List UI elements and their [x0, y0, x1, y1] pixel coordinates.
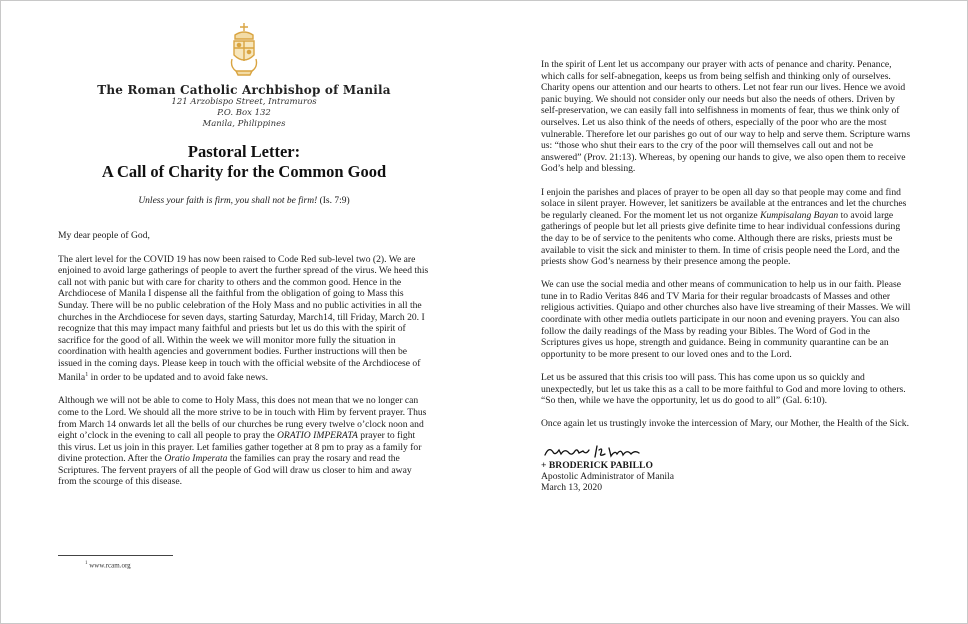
epigraph-quote: Unless your faith is firm, you shall not be firm!: [138, 196, 318, 206]
oratio-imperata-italic: Oratio Imperata: [164, 453, 228, 465]
paragraph-6: Let us be assured that this crisis too will pass. This has come upon us so quickly and unexpectedly, but let us take this as a call to be more faithful to God and more loving to others. “So then, while we have the opportunity, let us do good to all” (Gal. 6:10).: [541, 372, 906, 407]
paragraph-2-part-a: Although we will not be able to come to Holy Mass, this does not mean that we no longer can come to the Lord. We should all the more strive to be in touch with Him by fervent prayer. Thus from March 14 onwards let all the bells of our churches be rung every twelve o’clock noon and eight o’clock in the evening to call all people to pray the: [58, 395, 427, 442]
paragraph-1: [58, 254, 430, 384]
greeting: My dear people of God,: [58, 230, 150, 241]
letter-date: March 13, 2020: [541, 482, 603, 493]
address-line-2: P.O. Box 132: [217, 108, 271, 118]
handwritten-signature-icon: [541, 442, 651, 460]
paragraph-2-part-b: prayer to fight this virus. Let us join in this prayer. Let families gather together at 8 pm to pray as a family for divine protection. After the: [58, 430, 422, 465]
title-line-1: Pastoral Letter:: [187, 142, 301, 161]
letterhead: [58, 21, 430, 182]
signatory-name: + BRODERICK PABILLO: [541, 459, 653, 471]
footnote-link: www.rcam.org: [87, 561, 131, 570]
paragraph-2: [58, 395, 430, 488]
title-line-2: A Call of Charity for the Common Good: [101, 162, 387, 181]
paragraph-5: We can use the social media and other means of communication to help us in our faith. Please tune in to Radio Veritas 846 and TV Maria for their regular broadcasts of Masses and other religious activities. Quiapo and other churches also have live streaming of their Masses. We will coordinate with other media outlets participate in our noon and evening prayers. You can also follow the daily readings of the Mass by reading your Bibles. The Word of God in the Scriptures gives us hope, strength and guidance. Being in community quarantine can be an opportunity to be more present to our loved ones and to the Lord.: [541, 279, 911, 360]
letter-title: [58, 142, 430, 182]
paragraph-4-part-a: I enjoin the parishes and places of prayer to be open all day so that people may come and find solace in silent prayer. However, let sanitizers be available at the entrances and let the churches be regularly cleaned. For the moment let us not organize: [541, 186, 907, 221]
left-column: [58, 21, 430, 488]
signatory-role: Apostolic Administrator of Manila: [541, 470, 674, 482]
kumpisalang-bayan: Kumpisalang Bayan: [760, 209, 839, 221]
paragraph-4: [541, 187, 911, 268]
footnote-marker: 1: [85, 371, 89, 378]
footnote-rule: [58, 555, 173, 556]
archdiocese-coat-of-arms-icon: [226, 21, 262, 77]
paragraph-2-part-c: the families can pray the rosary and read the Scriptures. The fervent prayers of all the people of God will draw us closer to him and away from the scourge of this disease.: [58, 453, 412, 488]
address-line-3: Manila, Philippines: [202, 119, 286, 129]
oratio-imperata-caps: ORATIO IMPERATA: [276, 430, 358, 442]
right-column: [541, 59, 911, 493]
footnote-number: 1: [85, 561, 88, 566]
paragraph-1-end: in order to be updated and to avoid fake news.: [88, 371, 269, 383]
paragraph-4-part-b: to avoid large gatherings of people but let all priests give definite time to hear individual confessions during the day to be of service to the penitents who come. Although there are risks, priests must be available to visit the sick and minister to them. In time of crisis people need the Lord, and the priests show God’s nearness by their presence among the people.: [541, 209, 901, 268]
epigraph-reference: (Is. 7:9): [319, 196, 350, 206]
paragraph-3: In the spirit of Lent let us accompany our prayer with acts of penance and charity. Penance, which calls for self-abnegation, keeps us from being selfish and thinking only of ourselves. Charity opens our attention and our hearts to others. Let not fear run our lives. Hence we avoid panic buying. We should not consider only our needs but also the needs of others. Driven by self-preservation, we can easily fall into selfishness in moments of fear, thus we think only of ourselves. Let us also think of the needs of others, especially of the poor who are the most vulnerable. Therefore let our parishes go out of our way to help and serve them. Scripture warns us: “those who shut their ears to the cry of the poor will themselves call out and not be answered” (Prov. 21:13). Whereas, by opening our hands to give, we also open them to receive God’s help and blessing.: [541, 59, 911, 175]
paragraph-1-text: The alert level for the COVID 19 has now been raised to Code Red sub-level two (2). We are enjoined to avoid large gatherings of people to avert the further spread of the virus. We heed this call not with panic but with care for charity to others and the common good. Hence in the Archdiocese of Manila I dispense all the faithful from the obligation of going to Mass this Sunday. There will be no public celebration of the Holy Mass and no public activities in all the churches in the Archdiocese for seven days, starting Saturday, March14, till Friday, March 20. I recognize that this may impact many faithful and priests but let us do this with the spirit of sacrifice for the good of all. Within the week we will monitor more fully the situation in coordination with health agencies and government bodies. Further instructions will then be issued in the coming days. Please keep in touch with the official website of the Archdiocese of Manila: [58, 253, 429, 383]
archdiocese-name: The Roman Catholic Archbishop of Manila: [97, 83, 391, 97]
epigraph: [58, 196, 430, 206]
address-line-1: 121 Arzobispo Street, Intramuros: [171, 97, 317, 107]
paragraph-7: Once again let us trustingly invoke the intercession of Mary, our Mother, the Health of the Sick.: [541, 418, 909, 430]
footnote: [85, 561, 131, 569]
